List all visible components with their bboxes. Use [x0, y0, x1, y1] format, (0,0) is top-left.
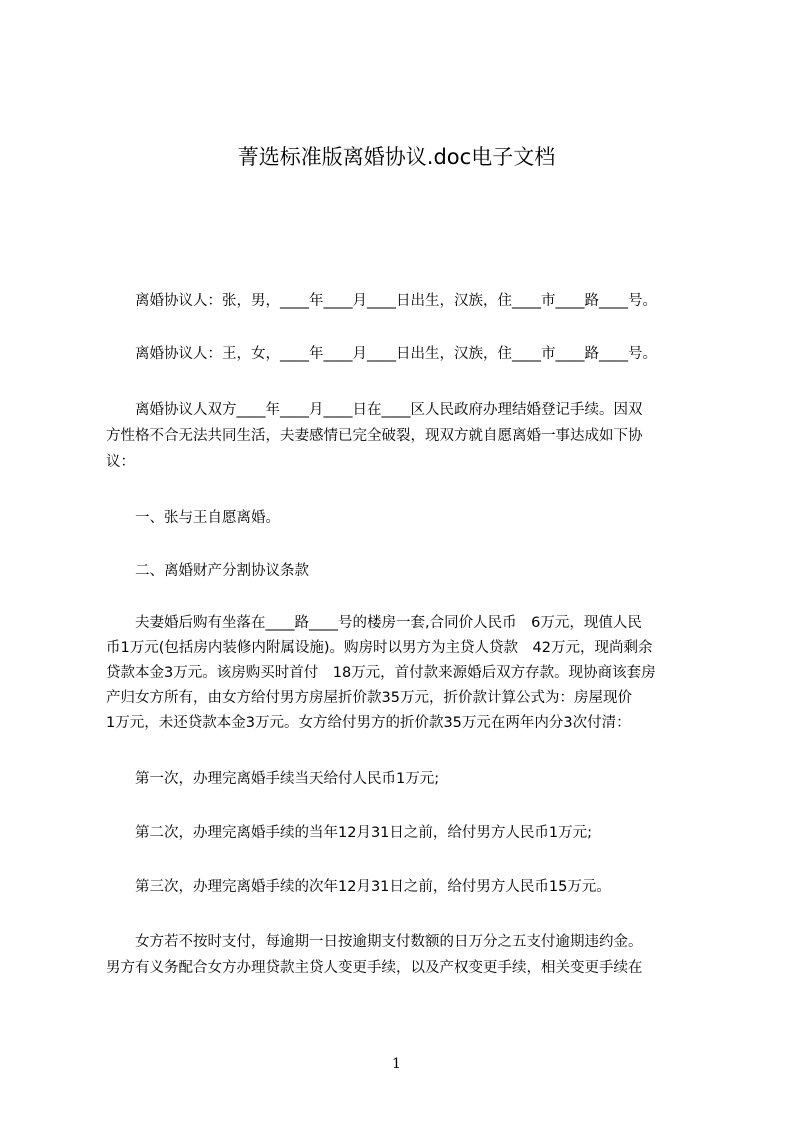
paragraph-line: 方性格不合无法共同生活，夫妻感情已完全破裂，现双方就自愿离婚一事达成如下协	[106, 428, 643, 444]
property-paragraph-line: 产归女方所有，由女方给付男方房屋折价款35万元，折价款计算公式为：房屋现价	[106, 690, 632, 706]
payment-second-line: 第二次，办理完离婚手续的当年12月31日之前，给付男方人民币1万元;	[106, 825, 593, 841]
penalty-paragraph-line: 女方若不按时支付，每逾期一日按逾期支付数额的日万分之五支付逾期违约金。	[106, 934, 643, 950]
paragraph-line: 议：	[106, 454, 135, 470]
property-paragraph-line: 币1万元(包括房内装修内附属设施)。购房时以男方为主贷人贷款 42万元，现尚剩余	[106, 640, 653, 656]
paragraph-line: 离婚协议人双方____年____月____日在____区人民政府办理结婚登记手续。因双	[106, 402, 643, 418]
property-paragraph-line: 夫妻婚后购有坐落在____路____号的楼房一套,合同价人民币 6万元，现值人民	[106, 615, 642, 631]
page-number: 1	[392, 1056, 401, 1072]
party-woman-line: 离婚协议人：王，女，____年____月____日出生，汉族，住____市____路____号。	[106, 346, 657, 362]
clause-one-line: 一、张与王自愿离婚。	[106, 510, 280, 526]
party-man-line: 离婚协议人：张，男，____年____月____日出生，汉族，住____市____路____号。	[106, 293, 657, 309]
clause-two-heading: 二、离婚财产分割协议条款	[106, 563, 309, 579]
payment-first-line: 第一次，办理完离婚手续当天给付人民币1万元;	[106, 771, 440, 787]
property-paragraph-line: 1万元，未还贷款本金3万元。女方给付男方的折价款35万元在两年内分3次付清：	[106, 715, 631, 731]
property-paragraph-line: 贷款本金3万元。该房购买时首付 18万元，首付款来源婚后双方存款。现协商该套房	[106, 665, 656, 681]
penalty-paragraph-line: 男方有义务配合女方办理贷款主贷人变更手续，以及产权变更手续，相关变更手续在	[106, 960, 643, 976]
payment-third-line: 第三次，办理完离婚手续的次年12月31日之前，给付男方人民币15万元。	[106, 879, 611, 895]
document-title: 菁选标准版离婚协议.doc电子文档	[237, 145, 556, 169]
